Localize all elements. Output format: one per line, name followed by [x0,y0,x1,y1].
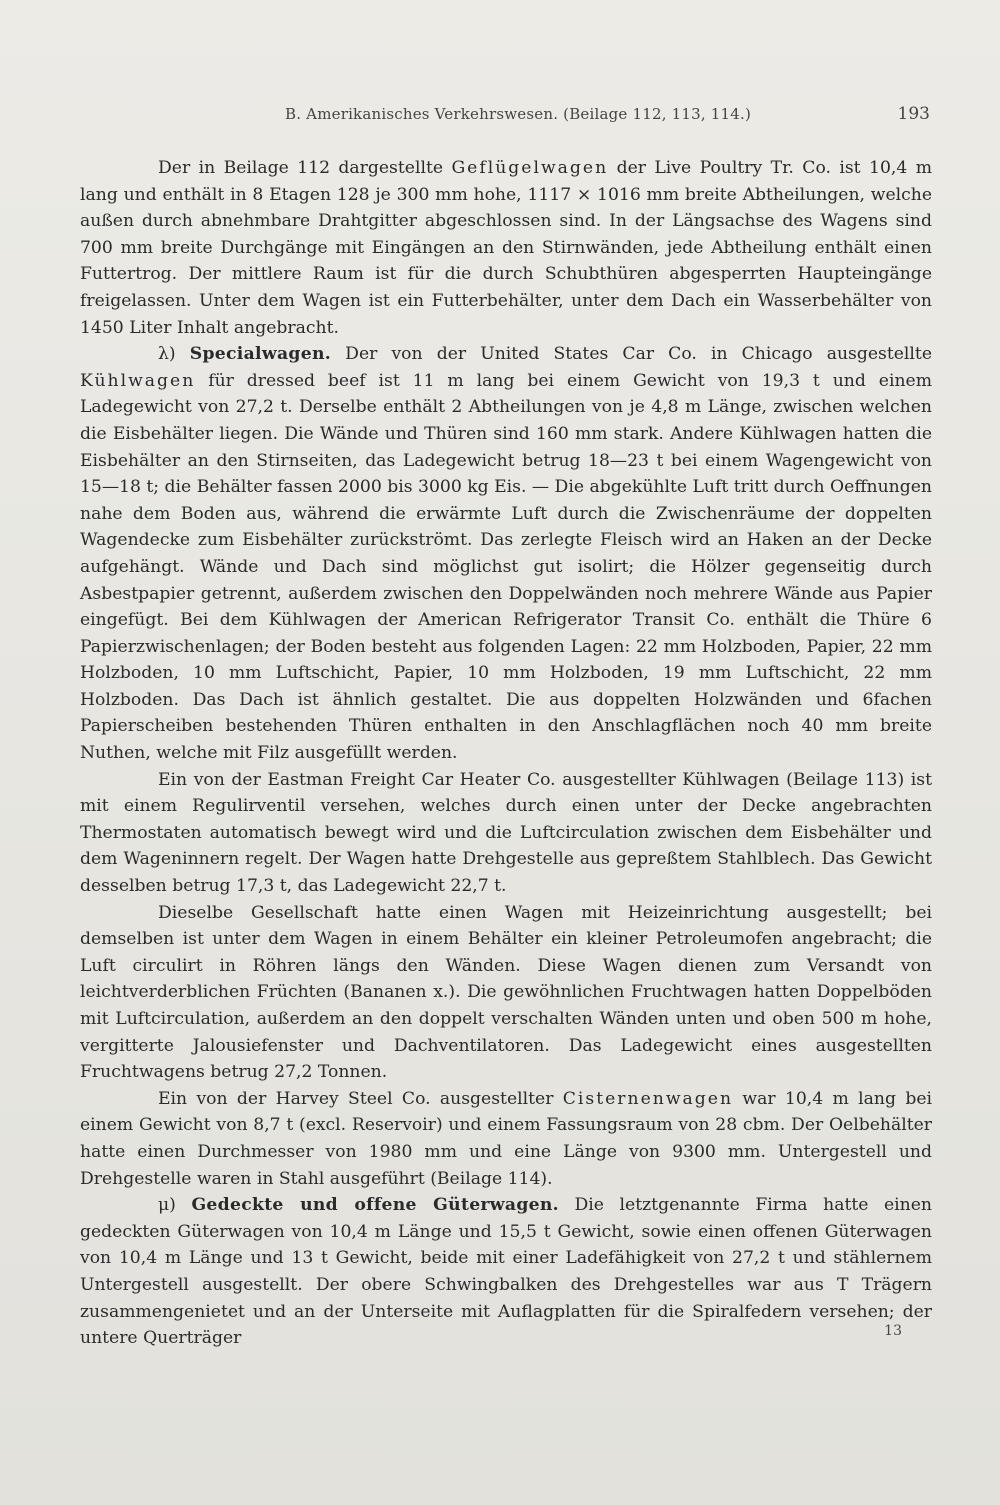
paragraph-special-wagons: λ) Specialwagen. Der von der United States Car Co. in Chicago ausgestellte Kühlwagen für dressed beef ist 11 m lang bei einem Gewicht von 19,3 t und einem Ladegewicht von 27,2 t. Derselbe enthält 2 Abtheilungen von je 4,8 m Länge, zwischen welchen die Eisbehälter liegen. Die Wände und Thüren sind 160 mm stark. Andere Kühlwagen hatten die Eisbehälter an den Stirnseiten, das Ladegewicht betrug 18—23 t bei einem Wagengewicht von 15—18 t; die Behälter fassen 2000 bis 3000 kg Eis. — Die abgekühlte Luft tritt durch Oeffnungen nahe dem Boden aus, während die erwärmte Luft durch die Zwischenräume der doppelten Wagendecke zum Eisbehälter zurückströmt. Das zerlegte Fleisch wird an Haken an der Decke aufgehängt. Wände und Dach sind möglichst gut isolirt; die Hölzer gegenseitig durch Asbestpapier getrennt, außerdem zwischen den Doppelwänden noch mehrere Wände aus Papier eingefügt. Bei dem Kühlwagen der American Refrigerator Transit Co. enthält die Thüre 6 Papierzwischenlagen; der Boden besteht aus folgenden Lagen: 22 mm Holzboden, Papier, 22 mm Holzboden, 10 mm Luftschicht, Papier, 10 mm Holzboden, 19 mm Luftschicht, 22 mm Holzboden. Das Dach ist ähnlich gestaltet. Die aus doppelten Holzwänden und 6fachen Papierscheiben bestehenden Thüren enthalten in den Anschlagflächen noch 40 mm breite Nuthen, welche mit Filz ausgefüllt werden. [80,344,933,764]
paragraph-heated-wagon: Dieselbe Gesellschaft hatte einen Wagen mit Heizeinrichtung ausgestellt; bei demselben ist unter dem Wagen in einem Behälter ein kleiner Petroleumofen angebracht; die Luft circulirt in Röhren längs den Wänden. Diese Wagen dienen zum Versandt von leichtverderblichen Früchten (Bananen x.). Die gewöhnlichen Fruchtwagen hatten Doppelböden mit Luftcirculation, außerdem an den doppelt verschalten Wänden unten und oben 500 m hohe, vergitterte Jalousiefenster und Dachventilatoren. Das Ladegewicht eines ausgestellten Fruchtwagens betrug 27,2 Tonnen. [80,902,932,1083]
section-heading-specialwagen: Specialwagen. [189,344,332,365]
body-text [80,155,932,1352]
paragraph-goods-wagons: μ) Gedeckte und offene Güterwagen. Die letztgenannte Firma hatte einen gedeckten Güterwagen von 10,4 m Länge und 15,5 t Gewicht, sowie einen offenen Güterwagen von 10,4 m Länge und 13 t Gewicht, beide mit einer Ladefähigkeit von 27,2 t und stählernem Untergestell ausgestellt. Der obere Schwingbalken des Drehgestelles war aus T Trägern zusammengenietet und an der Unterseite mit Auflagplatten für die Spiralfedern versehen; der untere Querträger [80,1195,932,1349]
paragraph-tank-wagon: Ein von der Harvey Steel Co. ausgestellter Cisternenwagen war 10,4 m lang bei einem Gewicht von 8,7 t (excl. Reservoir) und einem Fassungsraum von 28 cbm. Der Oelbehälter hatte einen Durchmesser von 1980 mm und eine Länge von 9300 mm. Untergestell und Drehgestelle waren in Stahl ausgeführt (Beilage 114). [80,1088,932,1189]
paragraph-eastman-refrigerator: Ein von der Eastman Freight Car Heater Co. ausgestellter Kühlwagen (Beilage 113) ist mit einem Regulirventil versehen, welches durch einen unter der Decke angebrachten Thermostaten automatisch bewegt wird und die Luftcirculation zwischen dem Eisbehälter und dem Wageninnern regelt. Der Wagen hatte Drehgestelle aus gepreßtem Stahlblech. Das Gewicht desselben betrug 17,3 t, das Ladegewicht 22,7 t. [80,769,932,897]
page-number: 193 [897,104,930,124]
section-heading-gueterwagen: Gedeckte und offene Güterwagen. [191,1195,559,1216]
term-gefluegelwagen: Geflügelwagen [451,158,609,178]
term-cisternenwagen: Cisternenwagen [562,1088,734,1109]
printer-signature: 13 [884,1323,902,1339]
term-kuehlwagen: Kühlwagen [80,370,196,391]
paragraph-poultry-wagon: Der in Beilage 112 dargestellte Geflügelwagen der Live Poultry Tr. Co. ist 10,4 m lang und enthält in 8 Etagen 128 je 300 mm hohe, 1117 × 1016 mm breite Abtheilungen, welche außen durch abnehmbare Drahtgitter abgeschlossen sind. In der Längsachse des Wagens sind 700 mm breite Durchgänge mit Eingängen an den Stirnwänden, jede Abtheilung enthält einen Futtertrog. Der mittlere Raum ist für die durch Schubthüren abgesperrten Haupteingänge freigelassen. Unter dem Wagen ist ein Futterbehälter, unter dem Dach ein Wasserbehälter von 1450 Liter Inhalt angebracht. [80,158,932,338]
running-title: B. Amerikanisches Verkehrswesen. (Beilage 112, 113, 114.) [285,105,752,123]
